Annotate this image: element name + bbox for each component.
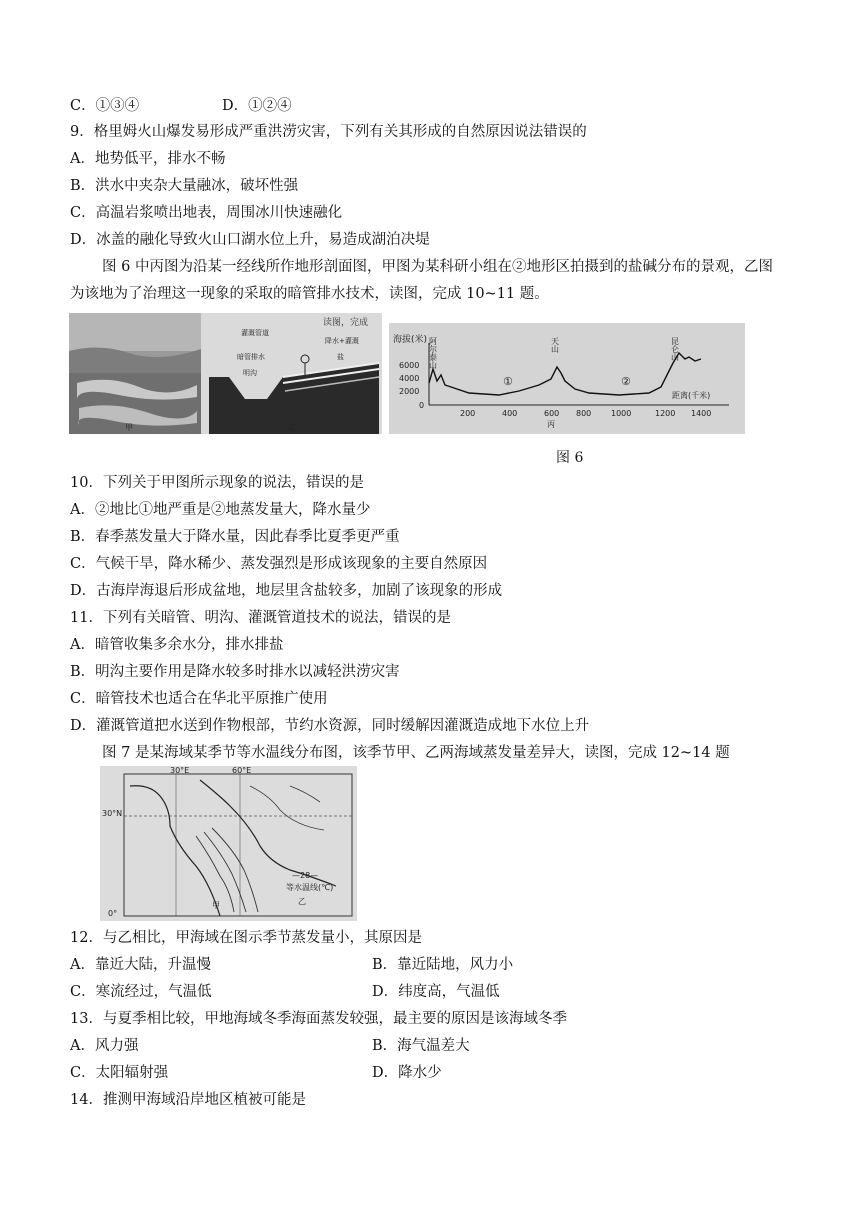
q11-option-d: D．灌溉管道把水送到作物根部，节约水资源，同时缓解因灌溉造成地下水位上升: [70, 718, 590, 734]
fig6-ytick-6000: 6000: [399, 361, 420, 370]
q12-option-d: D．纬度高，气温低: [372, 984, 500, 1000]
fig6-xtick-200: 200: [460, 409, 476, 418]
fig6-bing-profile: [389, 323, 745, 434]
fig6-yi-label-rain: 降水+灌溉: [325, 337, 359, 345]
q10-option-a: A．②地比①地严重是②地蒸发量大，降水量少: [70, 502, 371, 518]
q10-option-b: B．春季蒸发量大于降水量，因此春季比夏季更严重: [70, 529, 400, 545]
q11-option-c: C．暗管技术也适合在华北平原推广使用: [70, 691, 328, 707]
fig6-yi-top-text: 读图，完成: [323, 318, 369, 328]
fig6-yi-label-salt: 盐: [337, 353, 344, 361]
q10-option-d: D．古海岸海退后形成盆地，地层里含盐较多，加剧了该现象的形成: [70, 583, 503, 599]
fig7-intro: 图 7 是某海域某季节等水温线分布图，该季节甲、乙两海域蒸发量差异大，读图，完成 12~14 题: [102, 745, 730, 761]
fig7-legend-value: —28—: [292, 871, 319, 880]
q10-option-c: C．气候干旱，降水稀少、蒸发强烈是形成该现象的主要自然原因: [70, 556, 488, 572]
fig6-jia-label: 甲: [125, 423, 133, 432]
fig6-yi-label-pipe: 灌溉管道: [241, 329, 269, 337]
q11-stem: 11．下列有关暗管、明沟、灌溉管道技术的说法，错误的是: [70, 610, 451, 626]
fig6-jia-yi-svg: [69, 313, 382, 434]
fig6-region-1: ①: [503, 375, 513, 388]
q11-option-b: B．明沟主要作用是降水较多时排水以减轻洪涝灾害: [70, 664, 400, 680]
fig6-jia-yi-image: [69, 313, 382, 434]
q13-stem: 13．与夏季相比较，甲地海域冬季海面蒸发较强，最主要的原因是该海域冬季: [70, 1011, 567, 1027]
fig6-bing-ylabel: 海拔(米): [393, 335, 428, 345]
fig6-intro-line1: 图 6 中丙图为沿某一经线所作地形剖面图，甲图为某科研小组在②地形区拍摄到的盐碱分布的景观，乙图: [102, 259, 773, 275]
fig6-peak-tianshan: 天山: [550, 337, 560, 353]
fig7-yi-label: 乙: [298, 897, 306, 906]
fig7-legend-text: 等水温线(℃): [286, 883, 334, 892]
fig6-xtick-1200: 1200: [655, 409, 676, 418]
q13-option-c: C．太阳辐射强: [70, 1065, 169, 1081]
fig7-svg: [100, 766, 357, 921]
q14-stem: 14．推测甲海域沿岸地区植被可能是: [70, 1092, 306, 1108]
fig7-lon-30e: 30°E: [170, 766, 190, 775]
q9-option-b: B．洪水中夹杂大量融冰，破坏性强: [70, 178, 299, 194]
q10-stem: 10．下列关于甲图所示现象的说法，错误的是: [70, 475, 364, 491]
fig6-region-2: ②: [621, 375, 631, 388]
fig7-isotherm-map: [100, 766, 357, 921]
fig6-xtick-1400: 1400: [691, 409, 712, 418]
fig7-jia-label: 甲: [212, 901, 220, 910]
fig6-xtick-400: 400: [502, 409, 518, 418]
q9-option-a: A．地势低平，排水不畅: [70, 151, 226, 167]
q8-option-d: D．①②④: [222, 98, 292, 114]
q12-option-b: B．靠近陆地，风力小: [372, 957, 514, 973]
fig7-lat-0: 0°: [108, 909, 118, 918]
fig6-peak-kunlun: 昆仑山: [670, 337, 680, 361]
q12-option-c: C．寒流经过，气温低: [70, 984, 212, 1000]
q13-option-d: D．降水少: [372, 1065, 442, 1081]
fig6-ytick-4000: 4000: [399, 374, 420, 383]
q12-option-a: A．靠近大陆，升温慢: [70, 957, 211, 973]
fig6-xtick-800: 800: [576, 409, 592, 418]
fig6-yi-label: 乙: [289, 423, 297, 432]
q9-option-d: D．冰盖的融化导致火山口湖水位上升，易造成湖泊决堤: [70, 232, 430, 248]
fig6-bing-xlabel: 距离(千米): [672, 391, 711, 400]
q13-option-a: A．风力强: [70, 1038, 139, 1054]
q9-option-c: C．高温岩浆喷出地表，周围冰川快速融化: [70, 205, 343, 221]
fig6-bing-svg: [389, 323, 745, 434]
fig6-caption: 图 6: [556, 450, 584, 466]
fig6-intro-line2: 为该地为了治理这一现象的采取的暗管排水技术，读图，完成 10~11 题。: [70, 286, 549, 302]
q11-option-a: A．暗管收集多余水分，排水排盐: [70, 637, 284, 653]
fig6-peak-altai: 阿尔泰山: [428, 337, 438, 369]
fig7-lon-60e: 60°E: [232, 766, 252, 775]
q9-stem: 9．格里姆火山爆发易形成严重洪涝灾害，下列有关其形成的自然原因说法错误的: [70, 124, 587, 140]
q13-option-b: B．海气温差大: [372, 1038, 470, 1054]
fig6-xtick-1000: 1000: [611, 409, 632, 418]
fig6-yi-label-ditch: 明沟: [243, 369, 257, 377]
q12-stem: 12．与乙相比，甲海域在图示季节蒸发量小，其原因是: [70, 930, 422, 946]
fig6-xtick-600: 600: [544, 409, 560, 418]
q8-option-c: C．①③④: [70, 98, 140, 114]
fig6-ytick-0: 0: [419, 401, 425, 410]
fig7-lat-30n: 30°N: [102, 809, 123, 818]
fig6-yi-label-drain: 暗管排水: [237, 353, 265, 361]
fig6-bing-label: 丙: [547, 420, 555, 429]
fig6-ytick-2000: 2000: [399, 387, 420, 396]
